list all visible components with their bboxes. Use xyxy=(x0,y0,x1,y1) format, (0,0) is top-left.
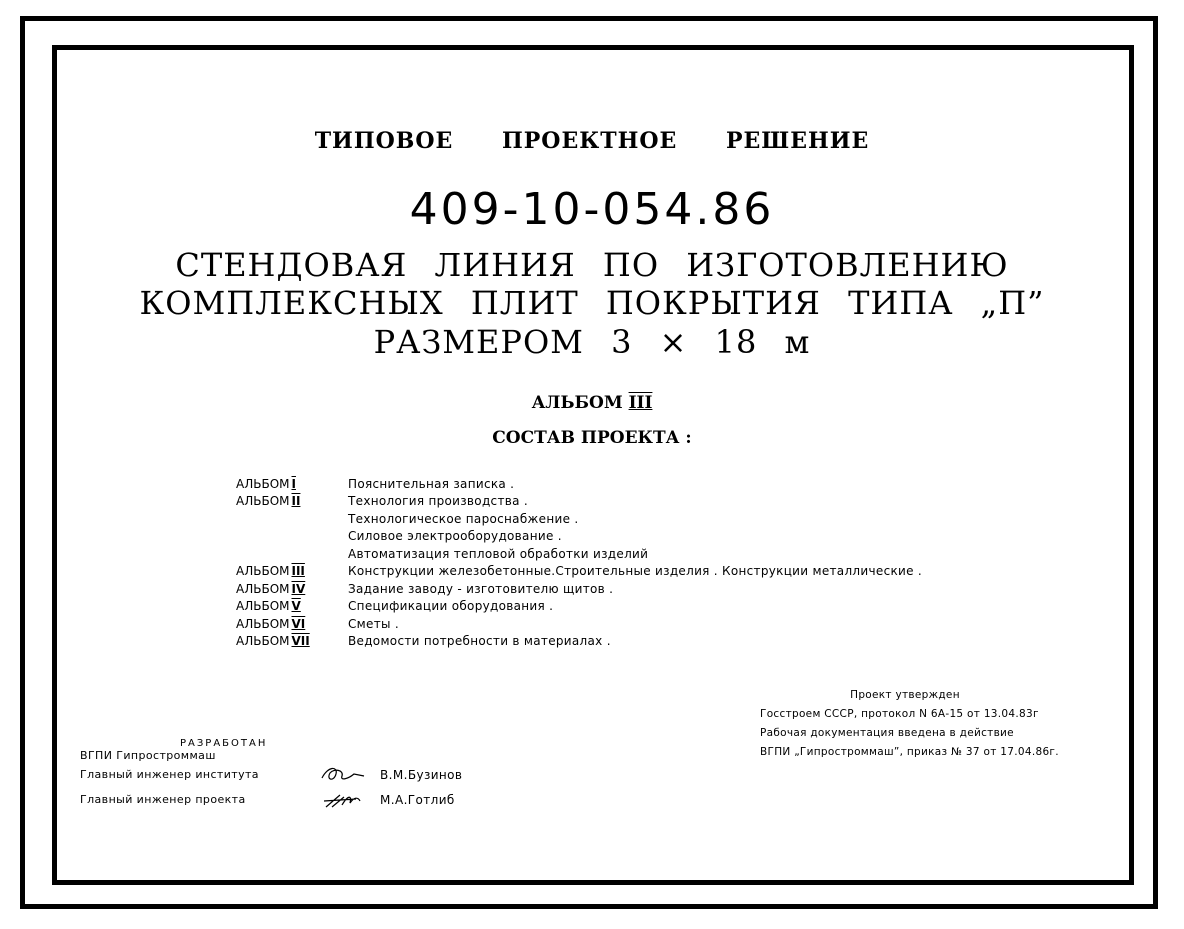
album-heading-number: III xyxy=(628,393,653,413)
album-word: АЛЬБОМ xyxy=(236,494,290,509)
album-label xyxy=(236,529,348,543)
developer-row xyxy=(80,762,462,787)
album-label xyxy=(236,494,348,508)
list-item xyxy=(236,580,922,598)
title-line-3: РАЗМЕРОМ 3 × 18 м xyxy=(373,323,811,361)
album-number: VII xyxy=(291,634,310,649)
album-label xyxy=(236,547,348,561)
approval-line-1: Проект утвержден xyxy=(850,689,960,701)
album-description: Конструкции железобетонные.Строительные изделия . Конструкции металлические . xyxy=(348,564,923,579)
album-word: АЛЬБОМ xyxy=(236,599,290,614)
list-item xyxy=(236,633,922,651)
album-word: АЛЬБОМ xyxy=(236,476,290,491)
project-number: 409-10-054.86 xyxy=(409,184,775,235)
album-description: Ведомости потребности в материалах . xyxy=(348,634,611,649)
title-line-1: СТЕНДОВАЯ ЛИНИЯ ПО ИЗГОТОВЛЕНИЮ xyxy=(175,246,1009,284)
list-item xyxy=(236,510,922,528)
album-description: Задание заводу - изготовителю щитов . xyxy=(348,581,614,596)
album-heading-label: АЛЬБОМ xyxy=(531,393,623,413)
approval-block xyxy=(760,686,1059,762)
developer-position: Главный инженер проекта xyxy=(80,793,246,806)
album-number: III xyxy=(291,564,305,579)
signature-icon xyxy=(320,764,380,786)
signature-icon xyxy=(320,789,380,811)
album-label xyxy=(236,634,348,648)
album-description: Силовое электрооборудование . xyxy=(348,529,562,544)
album-label xyxy=(236,477,348,491)
album-label xyxy=(236,582,348,596)
developer-block xyxy=(80,738,462,812)
album-label xyxy=(236,617,348,631)
list-item xyxy=(236,615,922,633)
album-description: Технологическое пароснабжение . xyxy=(348,511,579,526)
contents-heading: СОСТАВ ПРОЕКТА : xyxy=(492,428,692,448)
album-number: II xyxy=(291,494,301,509)
approval-line-4: ВГПИ „Гипростроммаш”, приказ № 37 от 17.04.86г. xyxy=(760,746,1059,758)
developer-row xyxy=(80,787,462,812)
developer-name: М.А.Готлиб xyxy=(380,792,455,807)
album-heading xyxy=(0,393,1184,413)
album-word: АЛЬБОМ xyxy=(236,564,290,579)
album-number: IV xyxy=(291,581,306,596)
contents-list xyxy=(236,475,922,650)
list-item xyxy=(236,598,922,616)
title-line-2: КОМПЛЕКСНЫХ ПЛИТ ПОКРЫТИЯ ТИПА „П” xyxy=(139,284,1045,322)
album-description: Спецификации оборудования . xyxy=(348,599,554,614)
album-word: АЛЬБОМ xyxy=(236,616,290,631)
list-item xyxy=(236,493,922,511)
album-word: АЛЬБОМ xyxy=(236,634,290,649)
album-number: V xyxy=(291,599,301,614)
developer-position: Главный инженер института xyxy=(80,768,259,781)
album-number: I xyxy=(291,476,296,491)
developer-org: ВГПИ Гипростроммаш xyxy=(80,749,216,762)
album-label xyxy=(236,512,348,526)
album-description: Технология производства . xyxy=(348,494,528,509)
list-item xyxy=(236,475,922,493)
list-item xyxy=(236,528,922,546)
album-number: VI xyxy=(291,616,306,631)
album-description: Автоматизация тепловой обработки изделий xyxy=(348,546,649,561)
album-description: Пояснительная записка . xyxy=(348,476,515,491)
approval-line-3: Рабочая документация введена в действие xyxy=(760,727,1014,739)
album-description: Сметы . xyxy=(348,616,400,631)
series-heading: ТИПОВОЕ ПРОЕКТНОЕ РЕШЕНИЕ xyxy=(314,128,870,154)
developer-name: В.М.Бузинов xyxy=(380,767,463,782)
developer-label: РАЗРАБОТАН xyxy=(180,738,268,749)
album-label xyxy=(236,599,348,613)
list-item xyxy=(236,563,922,581)
approval-line-2: Госстроем СССР, протокол N 6А-15 от 13.04.83г xyxy=(760,708,1039,720)
album-label xyxy=(236,564,348,578)
list-item xyxy=(236,545,922,563)
album-word: АЛЬБОМ xyxy=(236,581,290,596)
